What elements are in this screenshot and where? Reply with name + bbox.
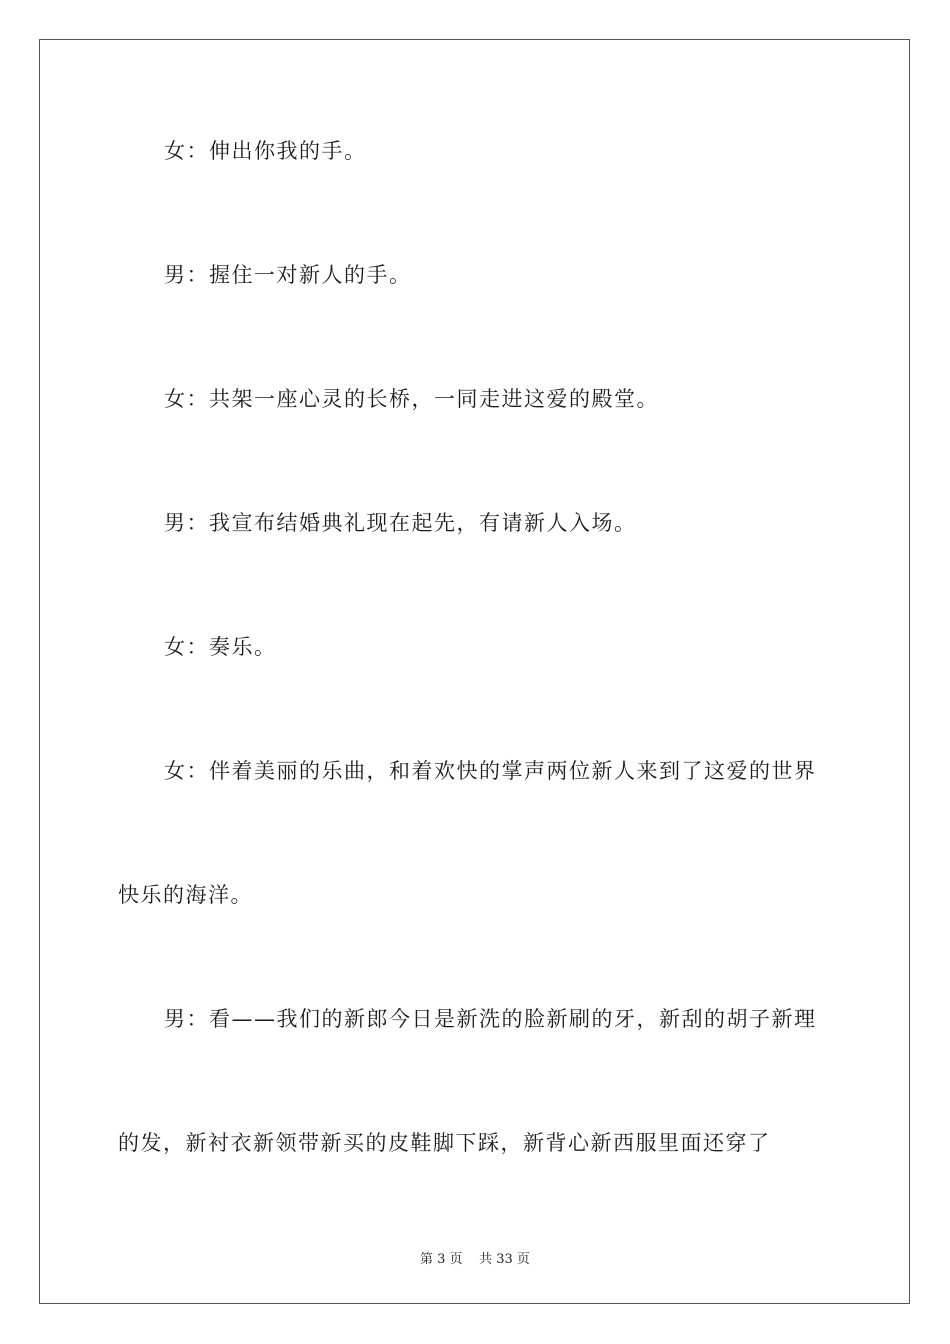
dialogue-paragraph: 男：我宣布结婚典礼现在起先，有请新人入场。 bbox=[164, 511, 637, 535]
dialogue-paragraph: 女：奏乐。 bbox=[164, 635, 277, 659]
page-number: 第 3 页 bbox=[420, 1252, 463, 1267]
page-footer bbox=[0, 1248, 950, 1267]
dialogue-paragraph: 女：共架一座心灵的长桥，一同走进这爱的殿堂。 bbox=[164, 387, 659, 411]
dialogue-paragraph: 男：看——我们的新郎今日是新洗的脸新刷的牙，新刮的胡子新理的发，新衬衣新领带新买的皮鞋脚下踩，新背心新西服里面还穿了 bbox=[118, 1007, 817, 1155]
dialogue-paragraph: 女：伴着美丽的乐曲，和着欢快的掌声两位新人来到了这爱的世界快乐的海洋。 bbox=[118, 759, 817, 907]
dialogue-paragraph: 男：握住一对新人的手。 bbox=[164, 263, 412, 287]
page-total: 共 33 页 bbox=[479, 1252, 530, 1267]
dialogue-paragraph: 女：伸出你我的手。 bbox=[164, 139, 367, 163]
